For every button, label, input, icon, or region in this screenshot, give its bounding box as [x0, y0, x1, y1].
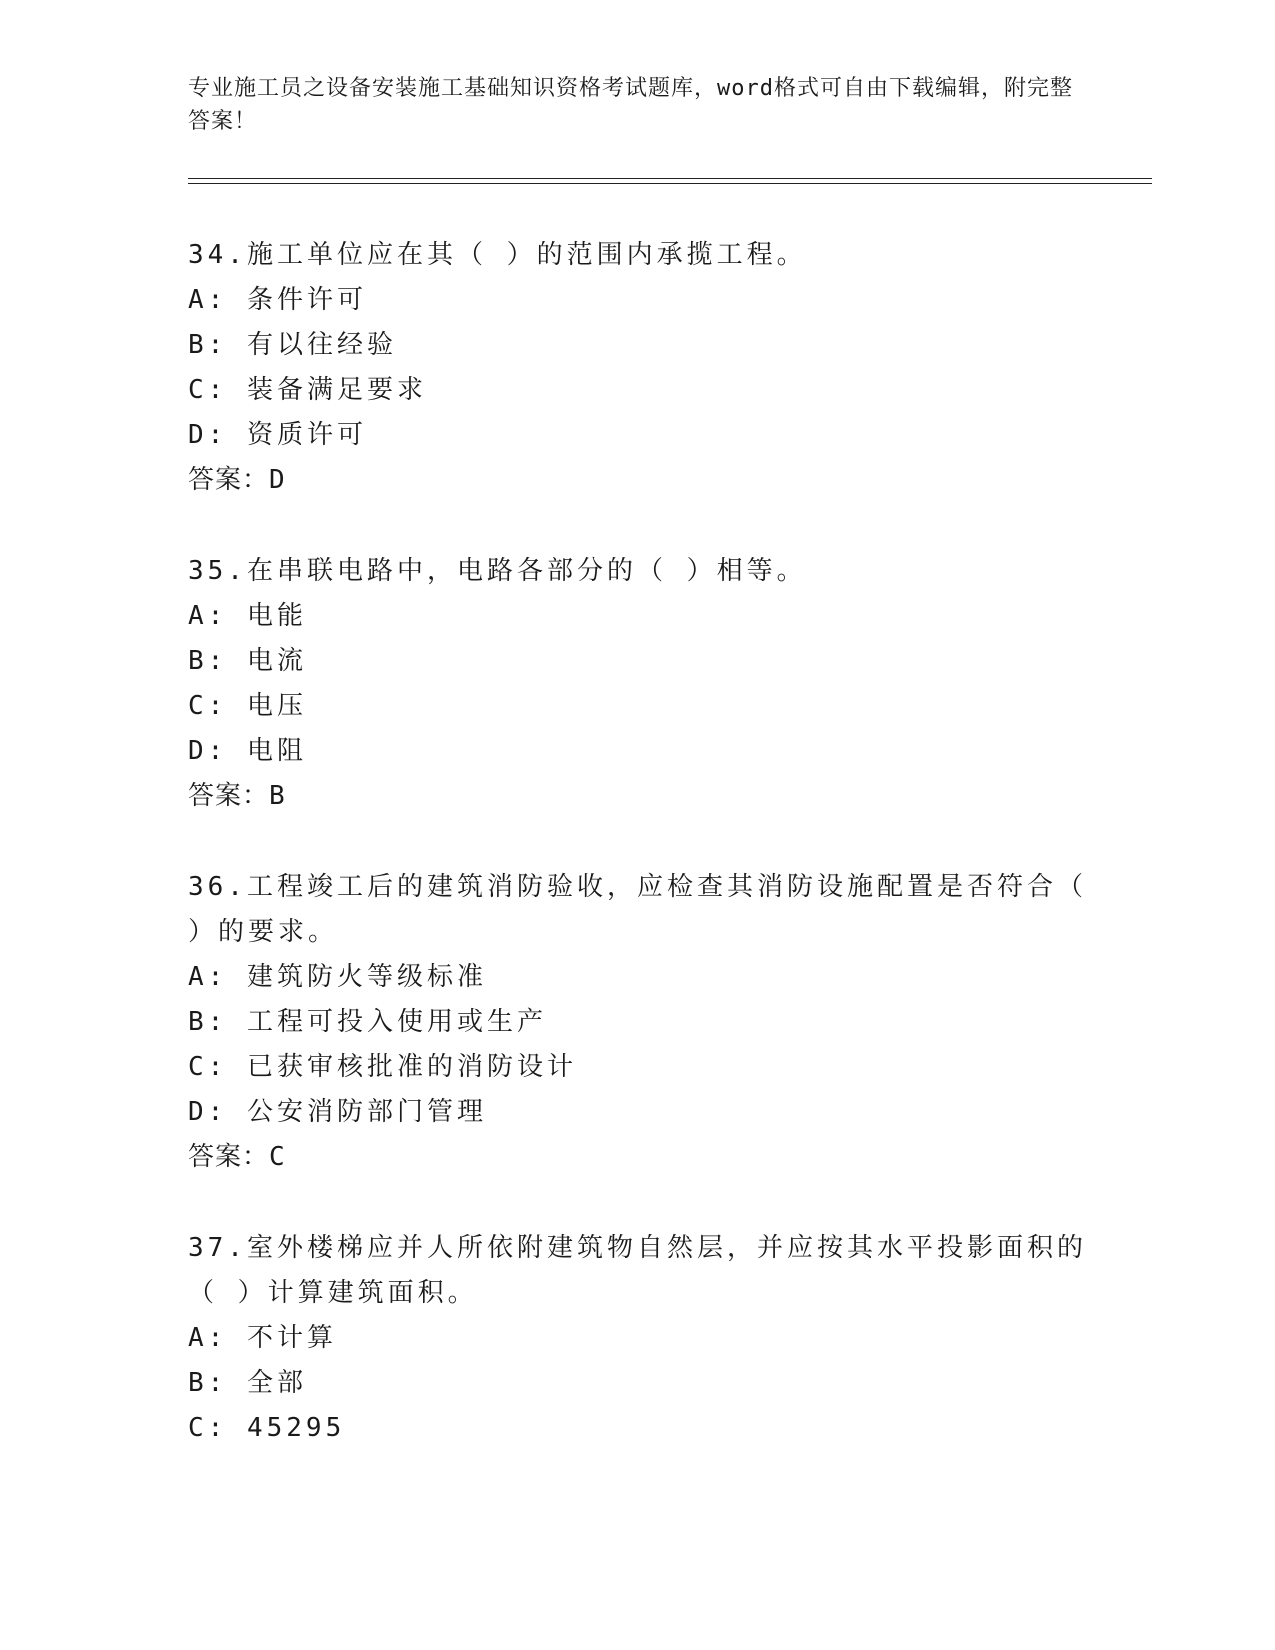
option-key: A:: [188, 1323, 228, 1353]
question-stem: 34.施工单位应在其（ ）的范围内承揽工程。: [188, 240, 807, 270]
option-key: B:: [188, 330, 228, 360]
option-text: 全部: [246, 1368, 307, 1398]
option-c: [188, 368, 1088, 413]
option-b: [188, 639, 1088, 684]
option-d: [188, 729, 1088, 774]
question-stem: 36.工程竣工后的建筑消防验收，应检查其消防设施配置是否符合（ ）的要求。: [188, 872, 1087, 947]
option-key: C:: [188, 1052, 228, 1082]
option-text: 电阻: [246, 736, 307, 766]
option-text: 资质许可: [246, 420, 367, 450]
question-36: [188, 865, 1088, 1180]
option-key: C:: [188, 1413, 228, 1443]
option-a: [188, 955, 1088, 1000]
option-key: D:: [188, 736, 228, 766]
option-key: B:: [188, 1368, 228, 1398]
header-divider-top: [188, 178, 1152, 179]
option-text: 电能: [246, 601, 307, 631]
option-key: C:: [188, 375, 228, 405]
document-header-text: 专业施工员之设备安装施工基础知识资格考试题库，word格式可自由下载编辑，附完整答案！: [188, 76, 1073, 134]
answer-value: B: [269, 781, 286, 811]
option-text: 电流: [246, 646, 307, 676]
option-key: D:: [188, 1097, 228, 1127]
question-stem: 35.在串联电路中，电路各部分的（ ）相等。: [188, 556, 807, 586]
option-b: [188, 1361, 1088, 1406]
option-key: A:: [188, 285, 228, 315]
option-text: 建筑防火等级标准: [246, 962, 487, 992]
question-stem: 37.室外楼梯应并人所依附建筑物自然层，并应按其水平投影面积的（ ）计算建筑面积。: [188, 1233, 1087, 1308]
answer-value: C: [269, 1142, 286, 1172]
option-text: 45295: [246, 1413, 346, 1443]
option-key: A:: [188, 601, 228, 631]
answer-label: 答案：: [188, 465, 270, 495]
answer-line: [188, 774, 1088, 819]
option-key: B:: [188, 646, 228, 676]
answer-label: 答案：: [188, 1142, 270, 1172]
option-text: 有以往经验: [246, 330, 397, 360]
option-d: [188, 413, 1088, 458]
answer-label: 答案：: [188, 781, 270, 811]
option-text: 装备满足要求: [246, 375, 427, 405]
answer-line: [188, 458, 1088, 503]
option-key: D:: [188, 420, 228, 450]
option-text: 工程可投入使用或生产: [246, 1007, 547, 1037]
option-a: [188, 594, 1088, 639]
option-d: [188, 1090, 1088, 1135]
option-c: [188, 1045, 1088, 1090]
question-list: [188, 233, 1088, 1497]
option-a: [188, 1316, 1088, 1361]
option-key: B:: [188, 1007, 228, 1037]
option-text: 公安消防部门管理: [246, 1097, 487, 1127]
answer-line: [188, 1135, 1088, 1180]
option-text: 已获审核批准的消防设计: [246, 1052, 577, 1082]
answer-value: D: [269, 465, 286, 495]
option-key: A:: [188, 962, 228, 992]
option-c: [188, 1406, 1088, 1451]
option-b: [188, 323, 1088, 368]
option-text: 电压: [246, 691, 307, 721]
option-b: [188, 1000, 1088, 1045]
option-a: [188, 278, 1088, 323]
option-text: 条件许可: [246, 285, 367, 315]
question-37: [188, 1226, 1088, 1451]
option-key: C:: [188, 691, 228, 721]
option-text: 不计算: [246, 1323, 337, 1353]
question-34: [188, 233, 1088, 503]
option-c: [188, 684, 1088, 729]
header-divider-bottom: [188, 183, 1152, 184]
question-35: [188, 549, 1088, 819]
